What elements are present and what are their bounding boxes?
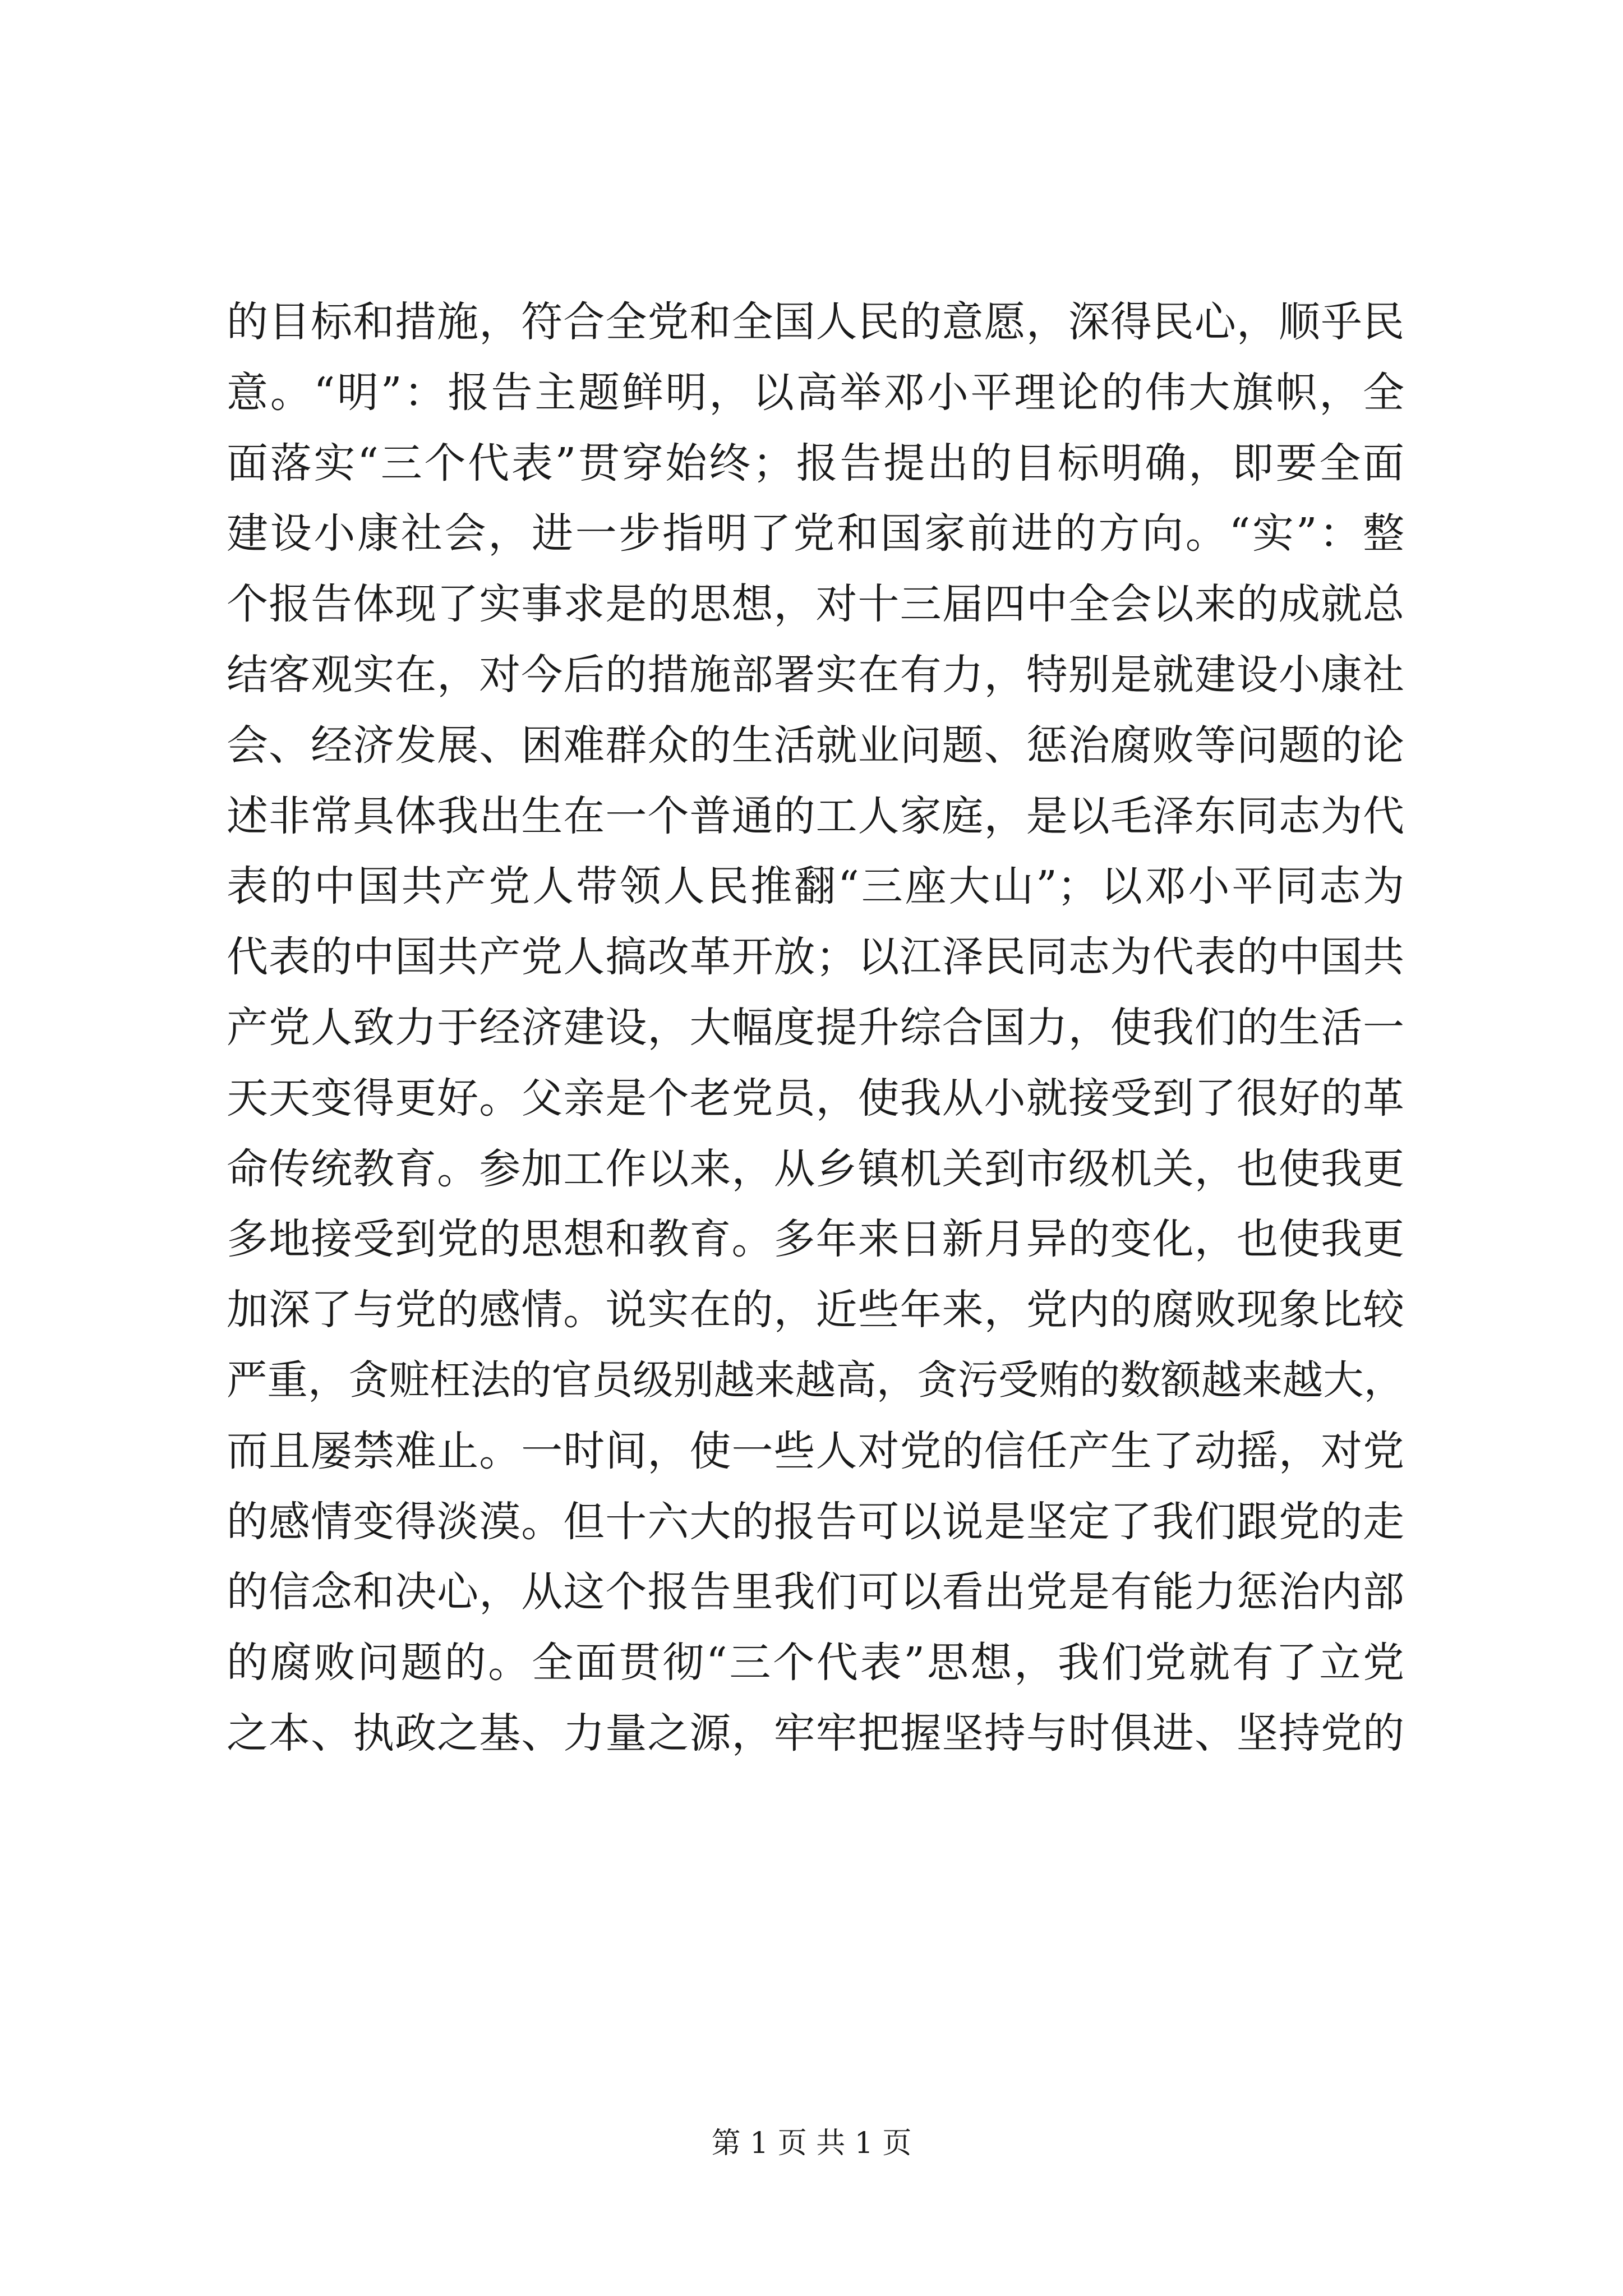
body-line-17: 而且屡禁难止。一时间，使一些人对党的信任产生了动摇，对党 xyxy=(227,1427,1404,1475)
body-line-11: 产党人致力于经济建设，大幅度提升综合国力，使我们的生活一 xyxy=(227,1003,1404,1052)
page-footer xyxy=(0,2124,1623,2163)
body-line-3: 面落实“三个代表”贯穿始终；报告提出的目标明确，即要全面 xyxy=(227,439,1404,487)
body-line-2: 意。“明”：报告主题鲜明，以高举邓小平理论的伟大旗帜，全 xyxy=(227,368,1404,417)
body-line-4: 建设小康社会，进一步指明了党和国家前进的方向。“实”：整 xyxy=(227,509,1404,558)
body-line-18: 的感情变得淡漠。但十六大的报告可以说是坚定了我们跟党的走 xyxy=(227,1497,1404,1546)
body-line-10: 代表的中国共产党人搞改革开放；以江泽民同志为代表的中国共 xyxy=(227,933,1404,982)
body-line-21: 之本、执政之基、力量之源，牢牢把握坚持与时俱进、坚持党的 xyxy=(227,1709,1404,1757)
body-line-16: 严重，贪赃枉法的官员级别越来越高，贪污受贿的数额越来越大， xyxy=(227,1356,1404,1404)
body-line-8: 述非常具体我出生在一个普通的工人家庭，是以毛泽东同志为代 xyxy=(227,792,1404,840)
document-body xyxy=(227,287,1404,1769)
body-line-6: 结客观实在，对今后的措施部署实在有力，特别是就建设小康社 xyxy=(227,650,1404,699)
body-line-13: 命传统教育。参加工作以来，从乡镇机关到市级机关，也使我更 xyxy=(227,1144,1404,1193)
body-line-19: 的信念和决心，从这个报告里我们可以看出党是有能力惩治内部 xyxy=(227,1568,1404,1617)
body-line-1: 的目标和措施，符合全党和全国人民的意愿，深得民心，顺乎民 xyxy=(227,298,1404,346)
body-line-12: 天天变得更好。父亲是个老党员，使我从小就接受到了很好的革 xyxy=(227,1074,1404,1122)
body-line-9: 表的中国共产党人带领人民推翻“三座大山”；以邓小平同志为 xyxy=(227,862,1404,911)
page-number-label: 第 1 页 共 1 页 xyxy=(711,2127,912,2160)
body-line-5: 个报告体现了实事求是的思想，对十三届四中全会以来的成就总 xyxy=(227,580,1404,629)
body-line-14: 多地接受到党的思想和教育。多年来日新月异的变化，也使我更 xyxy=(227,1215,1404,1264)
body-line-20: 的腐败问题的。全面贯彻“三个代表”思想，我们党就有了立党 xyxy=(227,1639,1404,1687)
body-line-15: 加深了与党的感情。说实在的，近些年来，党内的腐败现象比较 xyxy=(227,1286,1404,1335)
body-line-7: 会、经济发展、困难群众的生活就业问题、惩治腐败等问题的论 xyxy=(227,721,1404,770)
